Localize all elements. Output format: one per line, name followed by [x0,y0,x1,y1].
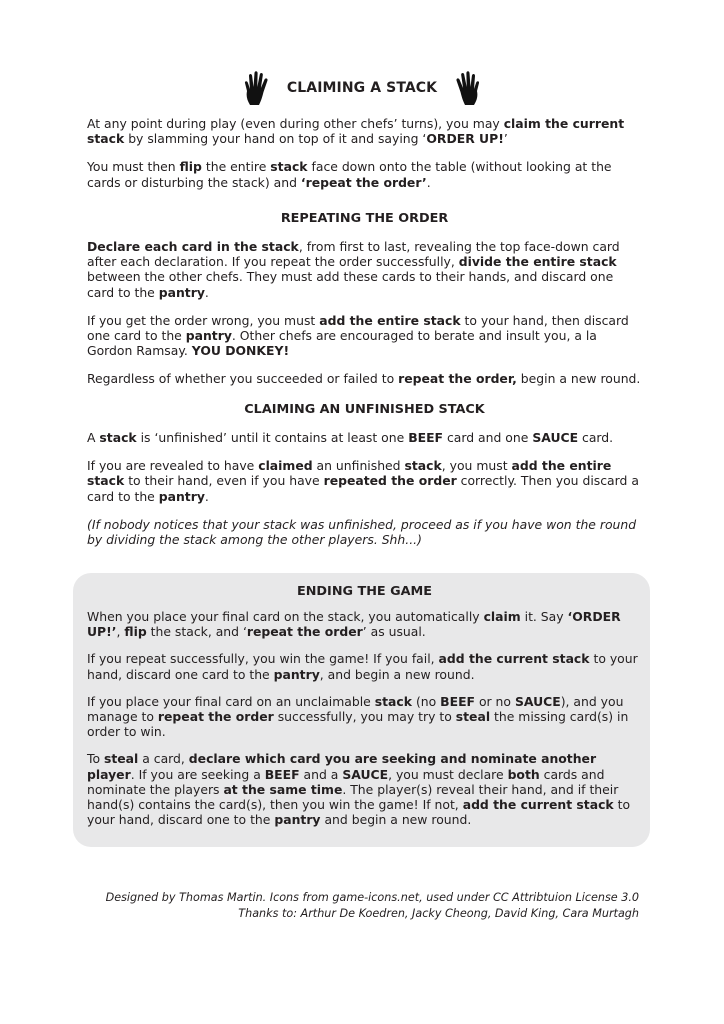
body-text: and a [299,766,343,782]
body-text: successfully, you may try to [273,709,456,725]
emphasis-text: ‘ORDER UP!’ [87,609,621,640]
body-text: , you must declare [388,766,508,782]
emphasis-text: BEEF [440,693,475,709]
unfinished-paragraph-2 [87,458,642,504]
ending-paragraph-4 [87,751,642,827]
emphasis-text: pantry [158,284,205,300]
emphasis-text: add the current stack [438,651,590,667]
emphasis-text: claimed [258,458,313,474]
page-title: CLAIMING A STACK [286,80,438,96]
emphasis-text: flip [124,624,147,640]
emphasis-text: stack [404,458,442,474]
emphasis-text: pantry [273,666,320,682]
body-text: At any point during play (even during other chefs’ turns), you may [87,116,504,131]
body-text: card. [578,430,614,445]
credits [87,890,639,922]
emphasis-text: pantry [185,328,232,344]
emphasis-text: repeat the order [157,709,274,725]
body-text: If you repeat successfully, you win the game! If you fail, [87,651,439,667]
body-text: ), and you manage to [87,693,624,725]
emphasis-text: YOU DONKEY! [191,343,290,359]
emphasis-text: claim the current stack [87,116,625,147]
body-text: . If you are seeking a [130,766,265,782]
emphasis-text: add the current stack [462,797,614,813]
ending-section [87,584,642,839]
emphasis-text: BEEF [264,766,300,782]
body-text: If you are revealed to have [87,458,259,474]
ending-paragraph-1 [87,609,642,639]
body-text: the entire [201,159,271,175]
body-text: begin a new round. [516,371,641,387]
unfinished-heading: CLAIMING AN UNFINISHED STACK [244,402,485,417]
emphasis-text: pantry [274,812,321,828]
emphasis-text: claim [483,609,521,624]
emphasis-text: divide the entire stack [458,254,617,270]
claiming-section [87,116,642,203]
emphasis-text: SAUCE [342,766,389,782]
repeating-paragraph-2 [87,313,642,359]
emphasis-text: pantry [158,488,205,504]
emphasis-text: add the entire stack [319,312,461,328]
body-text: to their hand, even if you have [124,473,324,489]
body-text: to your hand, then discard one card to the [87,312,629,344]
body-text: . Other chefs are encouraged to berate and insult you, a la Gordon Ramsay. [87,328,597,359]
body-text: If you get the order wrong, you must [87,312,320,328]
body-text: to your hand, discard one card to the [87,651,638,682]
repeating-paragraph-1 [87,239,642,300]
credits-line-2: Thanks to: Arthur De Koedren, Jacky Cheong, David King, Cara Murtagh [238,907,639,920]
body-text: the missing card(s) in order to win. [87,709,629,740]
emphasis-text: stack [374,693,412,709]
body-text: . The player(s) reveal their hand, and if their hand(s) contains the card(s), then you win the game! If not, [87,781,619,813]
body-text: between the other chefs. They must add these cards to their hands, and discard one card to the [87,269,614,300]
repeating-heading: REPEATING THE ORDER [280,211,449,226]
body-text: by slamming your hand on top of it and saying ‘ [124,131,427,147]
body-text: it. Say [520,609,568,624]
body-text: (no [412,693,441,709]
body-text: Regardless of whether you succeeded or failed to [87,371,399,387]
claiming-paragraph-1 [87,116,642,146]
body-text: face down onto the table (without looking at the cards or disturbing the stack) and [87,159,612,190]
emphasis-text: repeated the order [323,473,457,489]
ending-heading: ENDING THE GAME [296,584,433,599]
credits-line-1: Designed by Thomas Martin. Icons from game-icons.net, used under CC Attribtuion License 3.0 [105,891,639,904]
body-text: ’ as usual. [362,624,426,640]
emphasis-text: stack [99,430,137,445]
body-text: is ‘unfinished’ until it contains at least one [136,430,409,445]
unfinished-section [87,402,642,560]
emphasis-text: steal [455,709,491,725]
body-text: , from first to last, revealing the top face-down card after each declaration. If you repeat the order successfully, [87,239,620,270]
body-text: You must then [87,159,180,175]
body-text: , [116,624,125,640]
emphasis-text: add the entire stack [87,458,612,489]
ending-paragraph-3 [87,694,642,740]
body-text: a card, [138,751,189,767]
body-text: and begin a new round. [320,812,472,828]
claiming-paragraph-2 [87,159,642,189]
emphasis-text: both [507,766,540,782]
body-text: cards and nominate the players [87,766,605,797]
emphasis-text: BEEF [408,430,444,445]
body-text: , you must [441,458,512,474]
hand-icon [451,70,481,106]
body-text: to your hand, discard one to the [87,797,631,828]
emphasis-text: declare which card you are seeking and nominate another player [87,751,597,782]
body-text: ’ [503,131,508,147]
ending-paragraph-2 [87,651,642,681]
unfinished-paragraph-1 [87,430,642,445]
body-text: . [204,284,209,300]
repeating-section [87,211,642,400]
emphasis-text: Declare each card in the stack [87,239,299,254]
body-text: To [87,751,104,767]
body-text: If you place your final card on an unclaimable [87,693,375,709]
body-text: When you place your final card on the stack, you automatically [87,609,484,624]
emphasis-text: SAUCE [514,693,561,709]
body-text: the stack, and ‘ [146,624,247,640]
emphasis-text: repeat the order [246,624,363,640]
emphasis-text: SAUCE [532,430,579,445]
body-text: A [87,430,100,445]
emphasis-text: ‘repeat the order’ [300,174,427,190]
body-text: or no [475,693,515,709]
unfinished-note: (If nobody notices that your stack was unfinished, proceed as if you have won the round by dividing the stack among the other players. Shh...) [87,516,637,548]
emphasis-text: steal [103,751,139,767]
emphasis-text: repeat the order, [398,371,517,387]
body-text: card and one [443,430,533,445]
title-row [0,68,724,108]
repeating-paragraph-3 [87,371,642,386]
emphasis-text: ORDER UP! [426,131,504,147]
body-text: correctly. Then you discard a card to the [87,473,639,504]
emphasis-text: at the same time [223,781,343,797]
emphasis-text: flip [179,159,202,175]
hand-icon [243,70,273,106]
body-text: , and begin a new round. [319,666,475,682]
body-text: . [426,174,431,190]
body-text: . [204,488,209,504]
body-text: an unfinished [312,458,405,474]
emphasis-text: stack [270,159,308,175]
